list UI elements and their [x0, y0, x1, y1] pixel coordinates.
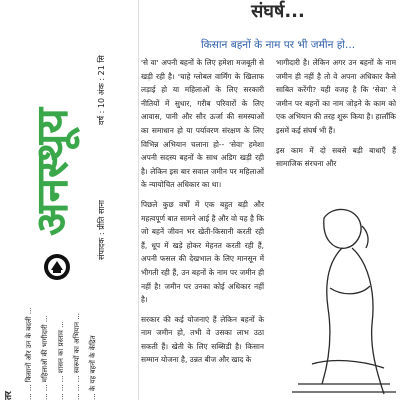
- article-column-1: [141, 56, 264, 373]
- paragraph: इस काम में दो सबसे बड़ी बाधाएँ हैं सामाजिक संरचना और: [276, 145, 396, 169]
- toc-item: ... ... महिलाओं की भागीदारी ...: [41, 315, 49, 400]
- toc-heading: तर: [4, 391, 14, 400]
- paragraph: भागीदारी है। लेकिन अगर उन बहनों के नाम जमीन ही नहीं है तो वे अपना अधिकार कैसे साबित करेंगी? यही वजह है कि 'सेवा' ने जमीन पर बहनों का नाम जोड़ने के काम को एक अभियान की तरह शुरू किया है। हालाँकि इसमें कई संघर्ष भी हैं।: [276, 58, 396, 135]
- issue-line: वर्ष : 10 अंक : 21 सि: [97, 55, 106, 125]
- masthead-divider: [138, 0, 139, 400]
- toc-item: ... ... किसानों और उन के बदली ...: [25, 307, 33, 400]
- article-title: संघर्ष...: [251, 1, 305, 22]
- toc-item: ... ... ... शासन का प्रस्ताव ...: [57, 321, 65, 400]
- masthead-title: अनस्थूय: [27, 108, 78, 236]
- toc-item: ... ... ... स्वरूपों का अभियान ...: [73, 313, 81, 400]
- woman-illustration: [272, 188, 400, 400]
- editor-line: संपादक : प्रीति साना: [97, 200, 106, 260]
- masthead-panel: [0, 0, 135, 400]
- paragraph: सरकार की कई योजनाएं हैं लेकिन बहनों के नाम जमीन हो, तभी वे उसका लाभ उठा सकती हैं। खेती के लिए सब्सिडी है। किसान सम्मान योजना है, उन्नत बीज और खाद के: [141, 314, 264, 365]
- toc-item: ... के यह बहनों के केंद्रित: [89, 335, 97, 400]
- article-subtitle: किसान बहनों के नाम पर भी जमीन हो...: [200, 39, 356, 51]
- paragraph: 'से वा' अपनी बहनों के लिए हमेशा मजबूती से खड़ी रही है। 'चाहे ग्लोबल वार्मिंग के खिलाफ लड़ाई हो या महिलाओं के लिए सरकारी नीतियों में सुधार, गरीब परिवारों के लिए आवास, पानी और सौर ऊर्जा की समस्याओं का समाधान हो या पर्यावरण संरक्षण के लिए विभिन्न अभियान चलाना हो-- 'सेवा' हमेशा अपनी सदस्य बहनों के साथ अडिग खड़ी रही है। लेकिन इस बार सवाल जमीन पर महिलाओं के न्यायोचित अधिकार का था।: [141, 58, 264, 190]
- emblem-icon: [42, 252, 72, 282]
- article-column-2: [276, 56, 396, 177]
- table-of-contents: [24, 300, 124, 400]
- paragraph: पिछले कुछ वर्षों में एक बहुत बड़ी और महत्वपूर्ण बात सामने आई है और वो यह है कि जो बहनें जीवन भर खेती-किसानी करती रही हैं, धूप में खड़े होकर मेहनत करती रही हैं, अपनी फसल की देखभाल के लिए मानसून में भीगती रही हैं, उन बहनों के नाम पर जमीन ही नहीं है! जमीन पर उनका कोई अधिकार नहीं है।: [141, 199, 264, 305]
